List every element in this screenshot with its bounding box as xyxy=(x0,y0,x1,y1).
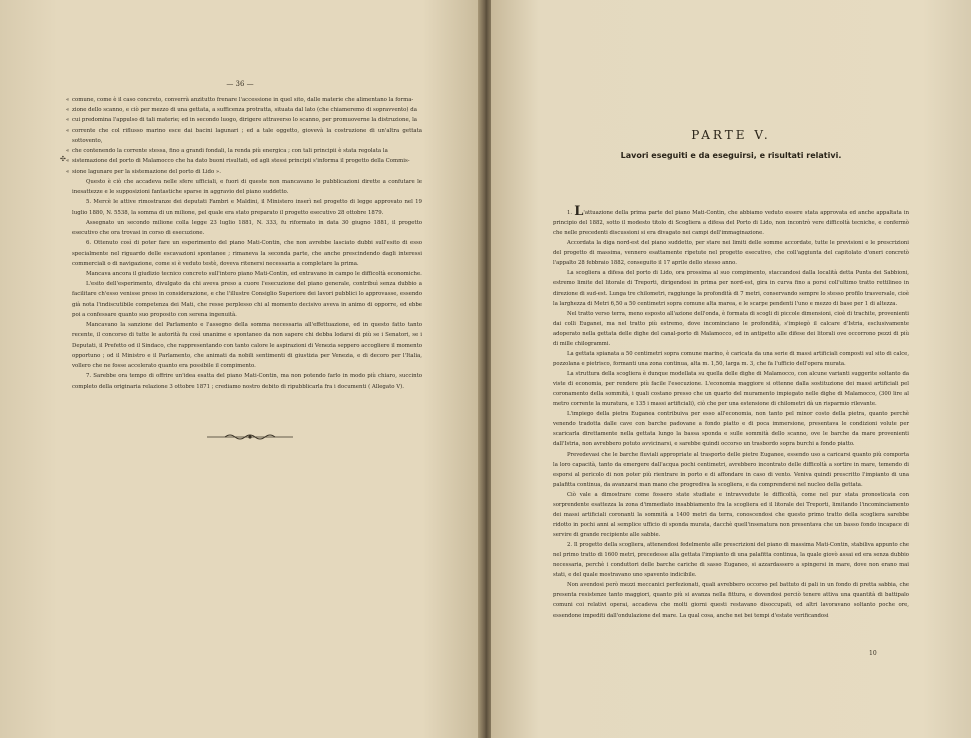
ornamental-divider-icon xyxy=(205,433,295,441)
paragraph: Ciò vale a dimostrare come fossero state studiate e intravvedute le difficoltà, come nel pur stata pronosticata con sorprendente esattezza la zona d'immediato insabbiamento fra la scogliera ed il litorale dei Treporti, limitando l'incominciamento dei massi artificiali coronanti la sommità a 1400 metri da terra, conoscendosi che questo primo tratto della scogliera sarebbe ridotto in pochi anni al semplice ufficio di sponda murata, dacchè quell'insenatura non presentava che un basso fondo incapace di servire di grande recipiente alle sabbie. xyxy=(553,491,909,538)
part-title: PARTE V. xyxy=(691,128,771,142)
paragraph: La struttura della scogliera è dunque modellata su quella delle dighe di Malamocco, con alcune varianti suggerite soltanto da viste di economia, per rendere più facile l'esecuzione. L'economia maggiore si ottenne dalla sostituzione dei massi artificiali pel coronamento della sommità, i quali costano presso che un quarto del muramento impiegato nelle dighe di Malamocco, (300 lire al metro corrente la muratura, e 135 i massi artificiali), ciò che per una estensione di chilometri dà un risparmio rilevante. xyxy=(553,371,909,408)
quote-line: « sione lagunare per la sistemazione del porto di Lido ». xyxy=(66,168,221,175)
paragraph: 5. Mercè le attive rimostranze dei deputati Fambri e Maldini, il Ministero inserì nel progetto di legge approvato nel 19 luglio 1880, N. 5538, la somma di un milione, pel quale era stato preparato il progetto esecutivo 28 ottobre 1879. xyxy=(72,199,422,216)
paragraph: Non avendosi però mezzi meccanici perfezionati, quali avrebbero occorso pel battuto di pali in un fondo di pretta sabbia, che presenta resistenze tanto maggiori, quanto più si avanza nella fittura, e dovendosi perciò tenere attiva una quantità di battipalo comuni coi relativi operai, accadeva che molti giorni questi restavano disoccupati, ed altri lavoravano soltanto poche ore, essendone impediti dall'ondulazione del mare. La qual cosa, anche nei bei tempi d'estate verificandosi xyxy=(553,582,909,619)
first-paragraph-text: 'attuazione della prima parte del piano Mati-Contin, che abbiamo veduto essere stata approvata ed anche appaltata in principio del 1882, sotto il modesto titolo di Scogliera a difesa del Porto di Lido, non incontrò vere difficoltà tecniche, e confermò che nelle precedenti discussioni si era divagato nei campi dell'immaginazione. xyxy=(553,210,909,237)
quote-line: « che contenendo la corrente stessa, fino a grandi fondali, la renda più energica ; con tali principii è stata regolata la xyxy=(66,148,388,155)
paragraph: 7. Sarebbe ora tempo di offrire un'idea esatta del piano Mati-Contin, ma non potendo farlo in modo più chiaro, succinto completo della originaria relazione 3 ottobre 1871 ; crediamo nostro debito di ripubblicarla fra i documenti ( Allegato V). xyxy=(72,373,422,390)
paragraph: Prevedevasi che le barche fluviali appropriate al trasporto delle pietre Euganee, essendo uso a caricarsi quanto più comporta la loro capacità, tanto da emergere dall'acqua pochi centimetri, avrebbero incontrato delle difficoltà a sortire in mare, temendo di esporsi al pericolo di non poter più rientrare in porto e di affondare in caso di vento. Veniva quindi prescritto l'impianto di una palafitta continua, da avanzarsi man mano che progrediva la scogliera, e da comprendersi nel nucleo della gettata. xyxy=(553,451,909,488)
quote-line: « corrente che col riflusso marino esce dai bacini lagunari ; ed a tale oggetto, giovevà la costruzione di un'altra gettata sottovento, xyxy=(66,127,422,144)
paragraph: 2. Il progetto della scogliera, attenendosi fedelmente alle prescrizioni del piano di massima Mati-Contin, stabiliva appunto che nel primo tratto di 1600 metri, precedesse alla gettata l'impianto di una palafitta continua, la quale giovò assai ed era senza dubbio necessaria, perchè i conduttori delle barche cariche di sasso Euganeo, si azzardassero a spingersi in mare, dove non erano mai stati, e del quale mostravano uno spavento indicibile. xyxy=(553,542,909,579)
paragraph: Mancava ancora il giudizio tecnico concreto sull'intero piano Mati-Contin, ed entravano in campo le difficoltà economiche. xyxy=(86,270,422,277)
drop-cap: L xyxy=(574,204,584,219)
folio-number: 10 xyxy=(869,650,877,657)
paragraph: Mancavano la sanzione del Parlamento e l'assegno della somma necessaria all'effettuazione, ed in questo fatto tanto recente, il concorso di tutte le autorità fu così unanime e spontaneo da non sapere chi debba lodarsi di più se i Senatori, se i Deputati, il Prefetto od il Sindaco, che rappresentando con tanto calore le aspirazioni di Venezia seppero accogliere il momento opportuno ; od il Ministro e il Parlamento, che animati da nobili sentimenti di giustizia per Venezia, e di decoro per l'Italia, vollero che ne fosse accelerato quanto era possibile il compimento. xyxy=(72,322,422,370)
right-page xyxy=(491,0,971,738)
paragraph: La scogliera a difesa del porto di Lido, ora prossima al suo compimento, staccandosi dalla località detta Punta dei Sabbioni, estremo limite del litorale di Treporti, dirigendosi in prima per nord-est, gira in curva fino a porsi coll'ultimo tratto rettilineo in direzione di sud-est. Lunga tre chilometri, raggiunge la profondità di 7 metri, conservando sempre lo stesso profilo trasversale, cioè la larghezza di Metri 6,50 a 50 centimetri sopra comune alta marea, e le scarpe pendenti l'uno e mezzo di base per 1 di altezza. xyxy=(553,270,909,307)
quoted-passage xyxy=(66,95,422,177)
paragraph: Nel tratto verso terra, meno esposto all'azione dell'onda, è formata di scogli di piccole dimensioni, cioè di trachite, provenienti dai colli Euganei, ma nel tratto più estremo, dove incominciano le profondità, s'impiegò il calcare d'Istria, esclusivamente adoperato nella gettata delle dighe del canal-porto di Malamocco, ed in antipetto alle difese dei litorali ove occorrono pezzi di più di mille chilogrammi. xyxy=(553,310,909,347)
quote-line: « zione dello scanno, e ciò per mezzo di una gettata, a sufficenza protratta, situata dal lato (che chiameremo di sopravvento) da xyxy=(66,107,417,114)
paragraph-number: 1. xyxy=(567,210,573,216)
paragraph: L'impiego della pietra Euganea contribuiva per esso all'economia, non tanto pel minor costo della pietra, quanto perchè venendo tradotta dalle cave con barche padovane a fondo piatto e di poca immersione, presentava le condizioni volute per scaricarla direttamente nella gettata lungo la bassa sponda e sulle sommità dello scanno, ove le barche da mare provenienti dall'Istria, non avrebbero potuto avvicinarsi, e sarebbe quindi occorso un trasbordo sopra burchi a fondo piatto. xyxy=(553,411,909,448)
paragraph: Accordata la diga nord-est del piano suddetto, per stare nei limiti delle somme accordate, tutte le previsioni e le prescrizioni del progetto di massima, vennero esattamente ripetute nel progetto esecutivo, che coll'aggiunta del capitolato d'oneri concretò l'appalto 28 febbraio 1882, conseguito il 17 aprile dello stesso anno. xyxy=(553,240,909,267)
quote-line: « cui predomina l'appulso di tali materie; ed in secondo luogo, dirigere attraverso lo scanno, per promuoverne la distruzione, la xyxy=(66,117,418,124)
paragraph: L'esito dell'esperimento, divulgato da chi aveva preso a cuore l'esecuzione del piano generale, contribuì senza dubbio a facilitare ch'esso venisse preso in considerazione, e che l'illustre Consiglio Superiore dei lavori pubblici lo approvasse, essendo già nota l'indiscutibile competenza dei Mati, che resse perplesso chi al momento decisivo aveva in animo di opporre, ed ebbe poi a confessare quanto suo proposito con serena ingenuità. xyxy=(72,281,422,318)
paragraph: 6. Ottenuto così di poter fare un esperimento del piano Mati-Contin, che non avrebbe lasciato dubbi sull'esito di esso specialmente nel riguardo delle escavazioni spontanee ; rimaneva la seconda parte, che anche prescindendo dagli interessi commerciali o di navigazione, come si è veduto testè, doveva ritenersi necessaria a completare la prima. xyxy=(72,240,422,267)
right-page-text xyxy=(553,204,909,621)
paragraph: Assegnato un secondo milione colla legge 23 luglio 1881, N. 333, fu riformato in data 30 giugno 1881, il progetto esecutivo che ora trovasi in corso di esecuzione. xyxy=(72,219,422,237)
paragraph: Questo è ciò che accadeva nelle sfere ufficiali, e fuori di queste non mancavano le pubblicazioni dirette a confutare le inesattezze e le supposizioni fantastiche sparse in aggravio del piano suddetto. xyxy=(72,178,422,196)
left-page xyxy=(0,0,480,738)
quote-line: « sistemazione del porto di Malamocco che ha dato buoni risultati, ed agli stessi principii s'informa il progetto della Commis- xyxy=(66,158,410,165)
part-subtitle: Lavori eseguiti e da eseguirsi, e risultati relativi. xyxy=(620,151,842,160)
first-paragraph xyxy=(553,204,909,238)
margin-mark: ✣ xyxy=(60,155,66,163)
left-page-text xyxy=(66,95,422,392)
quote-line: « comune, come è il caso concreto, converrà anzitutto frenare l'accessione in quel sito, dalle materie che alimentano la forma- xyxy=(66,97,414,103)
page-number-top: — 36 — xyxy=(226,80,254,88)
paragraph: La gettata spianata a 50 centimetri sopra comune marino, è caricata da una serie di massi artificiali composti sul sito di calce, pozzolana e pietrisco, formanti una zona continua, alta m. 1,50, larga m. 3, che fa l'ufficio dell'opera murata. xyxy=(553,350,909,367)
